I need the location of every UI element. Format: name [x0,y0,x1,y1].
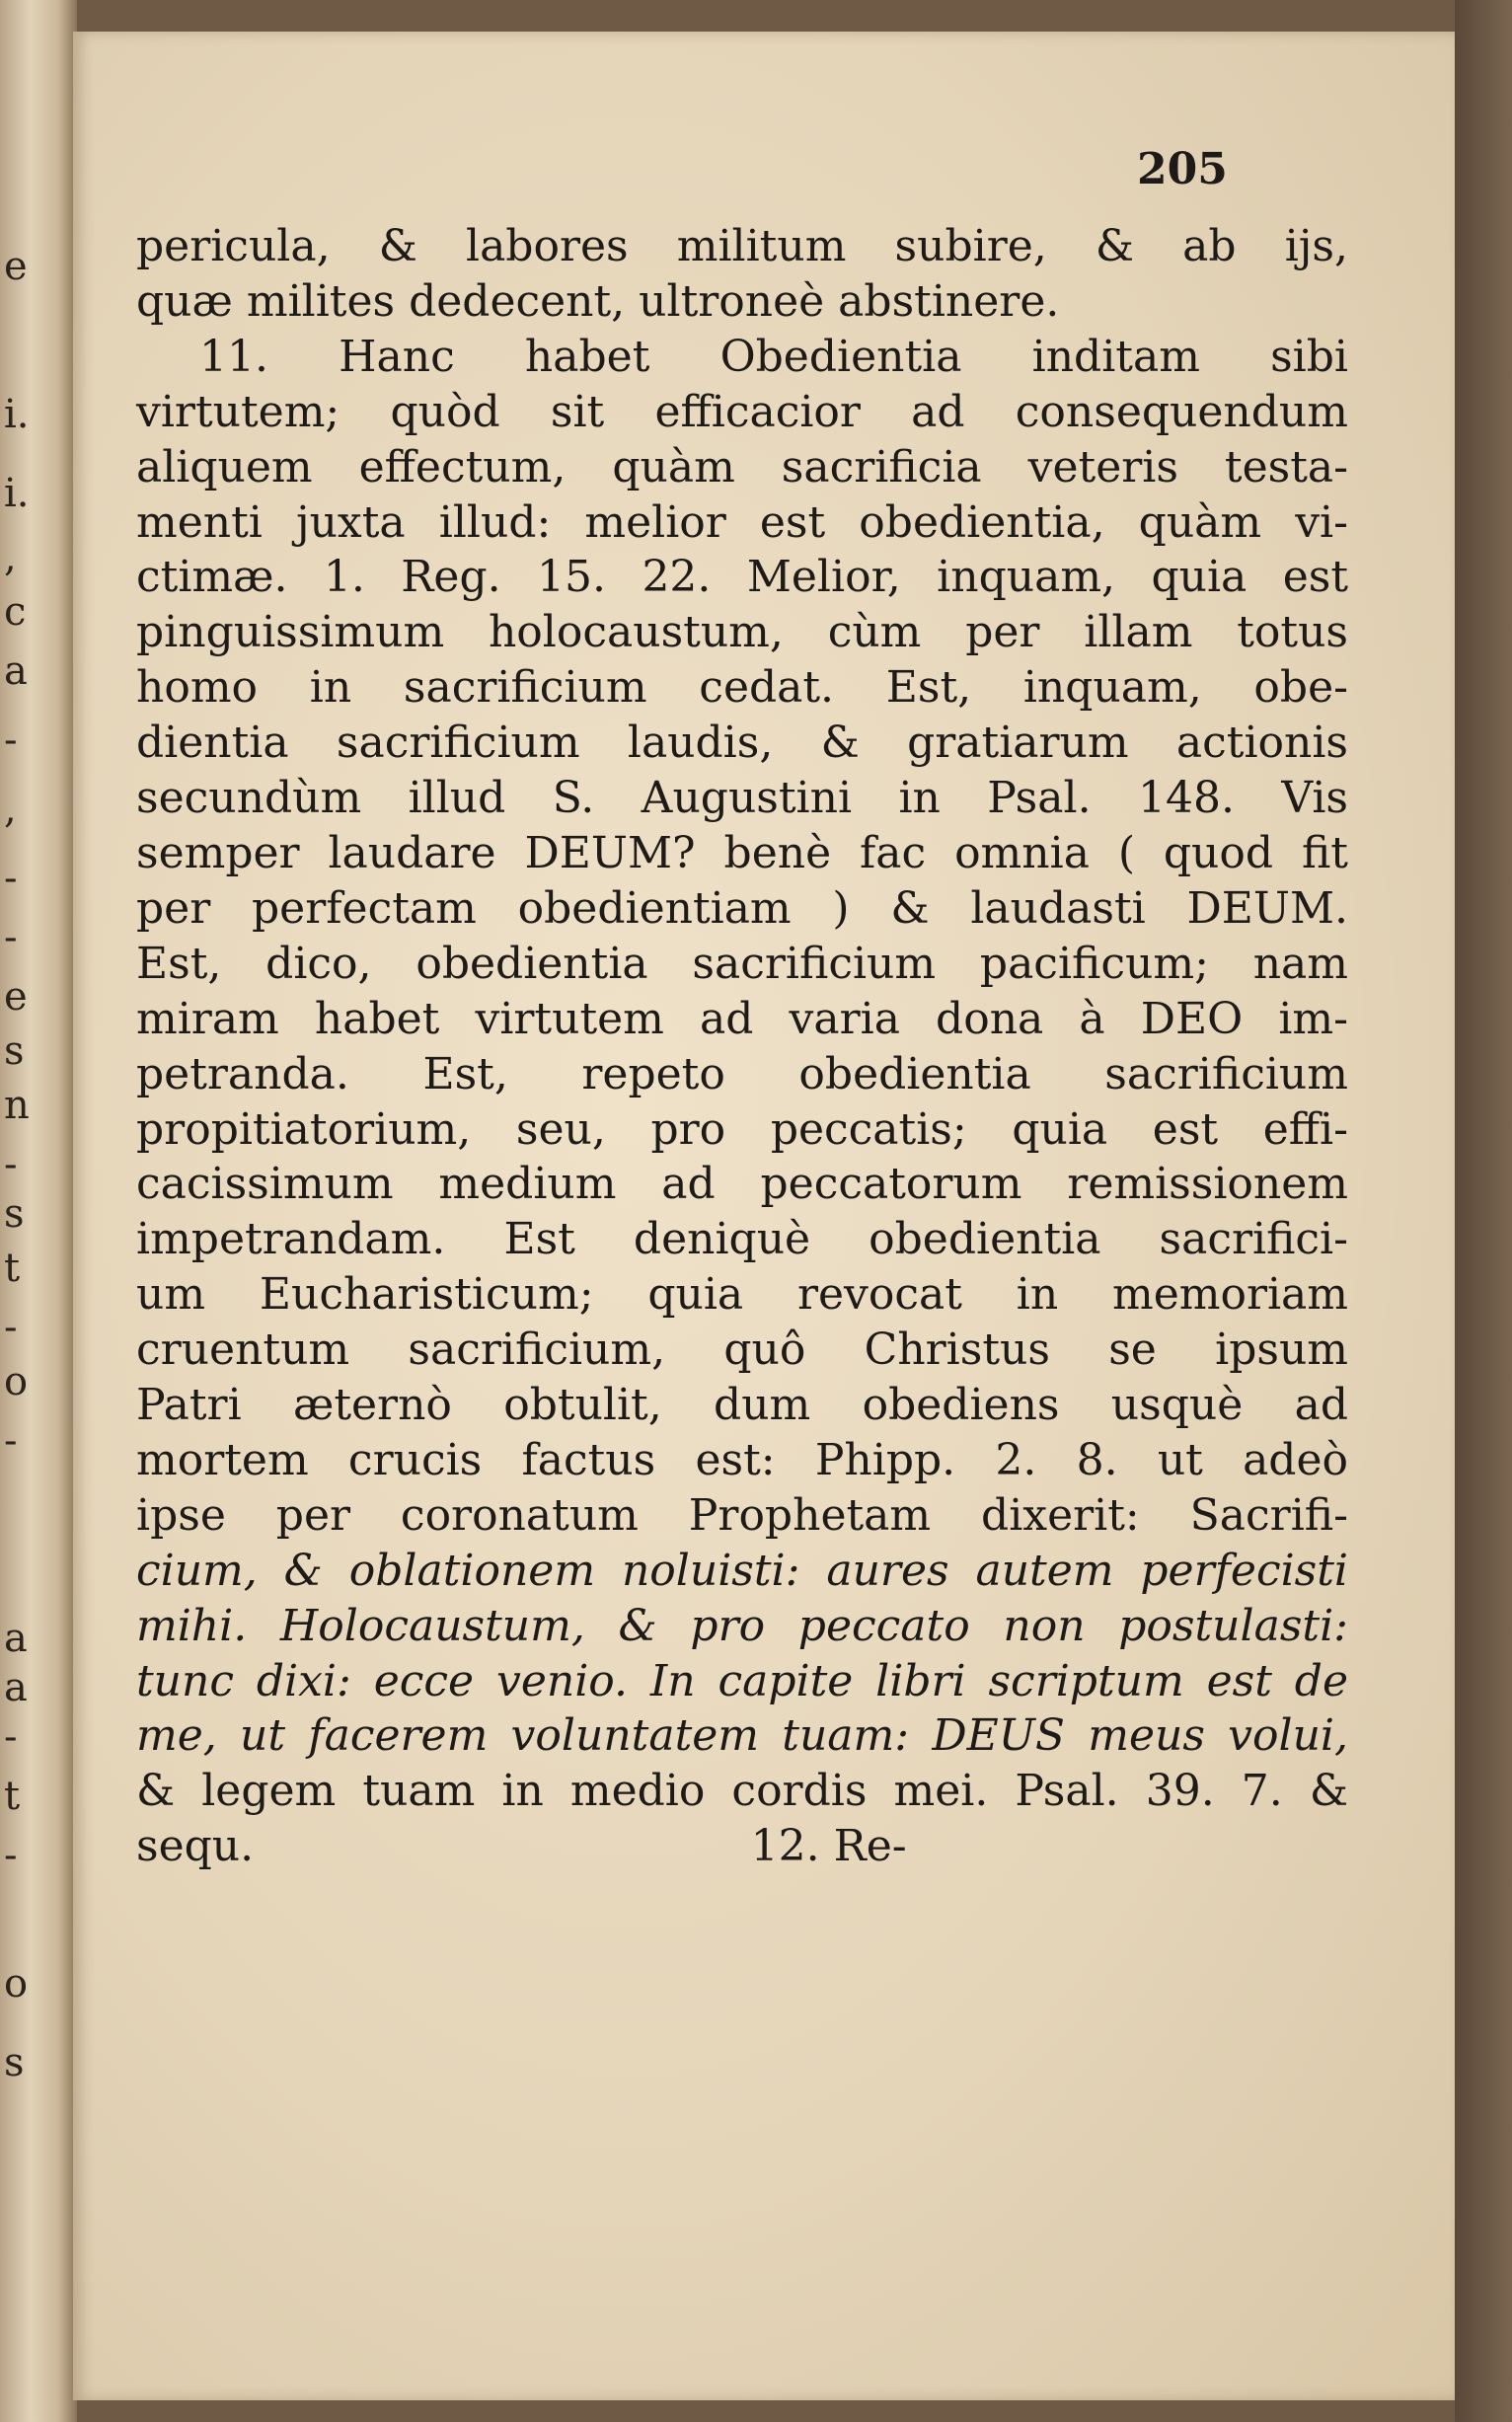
text-line: um Eucharisticum; quia revocat in memoriam [136,1269,1348,1321]
text-line: petranda. Est, repeto obedientia sacrificium [136,1048,1348,1099]
facing-letter: e [4,974,28,1020]
facing-letter: s [4,2040,25,2085]
facing-letter: s [4,1191,25,1237]
text-line: pinguissimum holocaustum, cùm per illam totus [136,607,1348,658]
text-line: Est, dico, obedientia sacrificium pacificum; nam [136,938,1348,989]
text-line: quæ milites dedecent, ultroneè abstinere. [136,275,1060,327]
text-line: cium, & oblationem noluisti: aures autem perfecisti [136,1545,1348,1596]
text-line: pericula, & labores militum subire, & ab ijs, [136,221,1348,271]
text-line: virtutem; quòd sit efficacior ad consequendum [136,386,1348,437]
facing-letter: o [4,1961,29,2006]
facing-letter: - [4,1305,18,1350]
facing-letter: , [4,787,17,832]
text-line: cacissimum medium ad peccatorum remissionem [136,1159,1348,1210]
facing-letter: o [4,1359,29,1404]
facing-letter: c [4,589,27,635]
text-line: aliquem effectum, quàm sacrificia veteris testa- [136,441,1348,492]
text-line: homo in sacrificium cedat. Est, inquam, obe- [136,662,1348,714]
text-line: impetrandam. Est deniquè obedientia sacrifici- [136,1214,1348,1265]
facing-letter: e [4,244,28,289]
text-line: cruentum sacrificium, quô Christus se ipsum [136,1325,1348,1376]
facing-letter: - [4,1142,18,1187]
facing-letter: i. [4,471,30,516]
text-line: ctimæ. 1. Reg. 15. 22. Melior, inquam, quia est [136,552,1348,603]
facing-letter: , [4,535,17,580]
facing-letter: n [4,1083,30,1128]
text-line: me, ut facerem voluntatem tuam: DEUS meus volui, [136,1710,1348,1762]
text-line: Patri æternò obtulit, dum obediens usquè ad [136,1380,1348,1431]
text-line: propitiatorium, seu, pro peccatis; quia est effi- [136,1103,1348,1155]
facing-letter: a [4,1665,28,1710]
facing-letter: - [4,1714,18,1760]
facing-letter: s [4,1028,25,1074]
facing-letter: - [4,1833,18,1878]
text-line: per perfectam obedientiam ) & laudasti DEUM. [136,882,1348,934]
text-line: menti juxta illud: melior est obedientia, quàm vi- [136,496,1348,548]
text-line: 11. Hanc habet Obedientia inditam sibi [199,331,1348,382]
text-line: mortem crucis factus est: Phipp. 2. 8. ut adeò [136,1434,1348,1485]
facing-letter: a [4,648,28,694]
text-line: & legem tuam in medio cordis mei. Psal. 39. 7. & [136,1766,1348,1817]
page-number: 205 [1137,144,1228,194]
body-text [136,158,1348,1874]
facing-letter: t [4,1246,21,1291]
text-line: semper laudare DEUM? benè fac omnia ( quod fit [136,827,1348,878]
text-line: mihi. Holocaustum, & pro peccato non postulasti: [136,1600,1348,1651]
facing-letter: a [4,1616,28,1661]
text-line: sequ. 12. Re- [136,1821,907,1872]
facing-letter: - [4,1418,18,1464]
facing-letter: i. [4,392,30,437]
facing-page-letters [2,0,45,2422]
text-line: dientia sacrificium laudis, & gratiarum actionis [136,718,1348,769]
text-line: secundùm illud S. Augustini in Psal. 148. Vis [136,773,1348,824]
text-line: miram habet virtutem ad varia dona à DEO im- [136,993,1348,1044]
facing-letter: t [4,1774,21,1819]
text-line: tunc dixi: ecce venio. In capite libri scriptum est de [136,1655,1348,1706]
text-line: ipse per coronatum Prophetam dixerit: Sacrifi- [136,1489,1348,1541]
background-edge [1455,0,1512,2422]
facing-letter: - [4,856,18,901]
facing-letter: - [4,718,18,763]
facing-letter: - [4,915,18,960]
